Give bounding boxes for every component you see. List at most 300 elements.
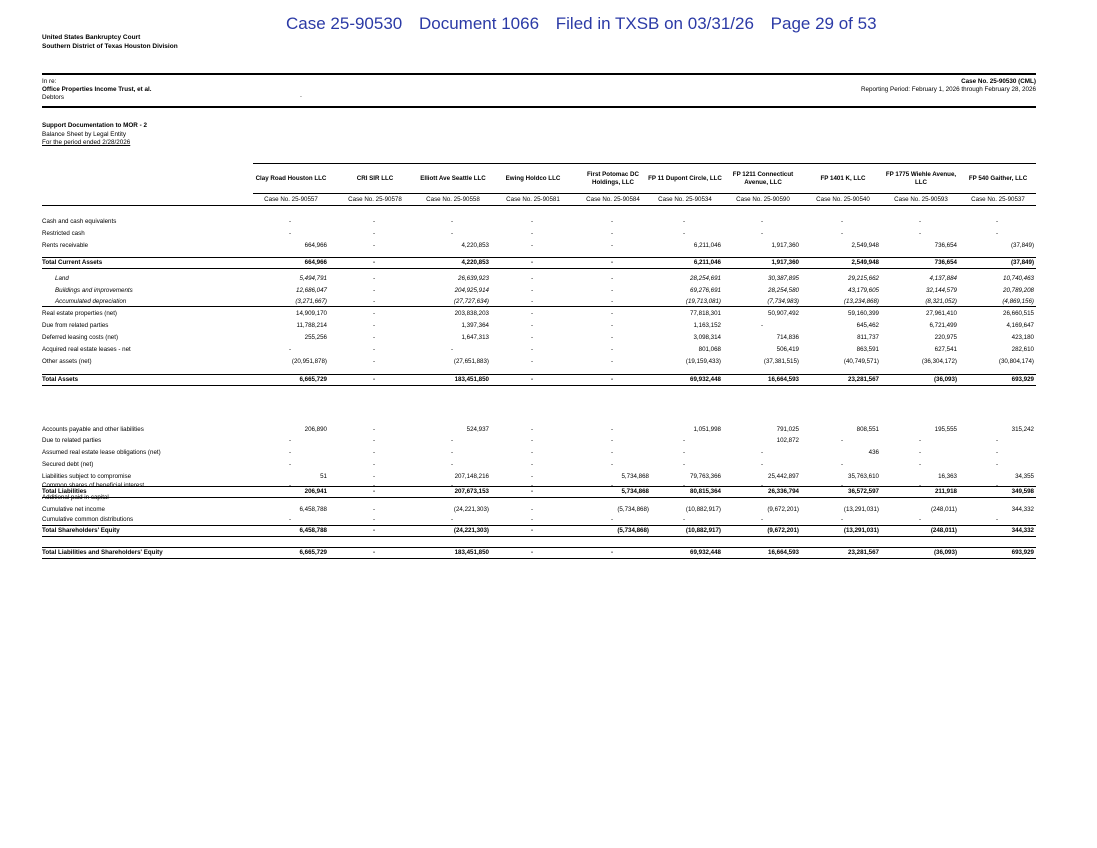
table-cell: - [372, 298, 376, 305]
table-cell: - [610, 259, 614, 266]
support-period: For the period ended 2/28/2026 [42, 139, 131, 146]
table-cell: 5,734,868 [621, 488, 649, 495]
table-cell: - [372, 287, 376, 294]
table-cell: - [372, 358, 376, 365]
table-cell: - [840, 230, 844, 237]
table-cell: - [372, 310, 376, 317]
table-cell: 23,281,567 [848, 376, 879, 383]
table-cell: 32,144,579 [926, 287, 957, 294]
table-cell: - [450, 494, 454, 501]
table-cell: - [530, 461, 534, 468]
row-label: Accumulated depreciation [55, 298, 127, 305]
table-cell: - [530, 230, 534, 237]
table-cell: 16,664,593 [768, 376, 799, 383]
table-cell: - [530, 259, 534, 266]
table-cell: 4,220,853 [461, 259, 489, 266]
table-cell: 645,462 [856, 322, 879, 329]
row-label: Total Current Assets [42, 259, 103, 266]
stamp-filed: Filed in TXSB on 03/31/26 [555, 14, 754, 33]
total-rule-above [42, 257, 1036, 258]
table-cell: - [682, 461, 686, 468]
table-cell: - [682, 218, 686, 225]
table-cell: 26,660,515 [1003, 310, 1034, 317]
table-cell: - [995, 494, 999, 501]
table-cell: - [530, 437, 534, 444]
table-cell: 315,242 [1011, 426, 1034, 433]
support-heading [42, 122, 147, 148]
column-case-number: Case No. 25-90581 [506, 196, 560, 203]
table-cell: - [288, 516, 292, 523]
table-cell: - [372, 516, 376, 523]
table-cell: 43,179,605 [848, 287, 879, 294]
table-cell: 436 [868, 449, 879, 456]
column-header: CRI SIR LLC [356, 175, 394, 182]
row-label: Additional paid in capital [42, 494, 109, 501]
info-rule [42, 106, 1036, 108]
table-cell: - [610, 426, 614, 433]
table-cell: - [530, 358, 534, 365]
table-cell: 25,442,897 [768, 473, 799, 480]
table-cell: - [530, 449, 534, 456]
top-rule [42, 73, 1036, 75]
table-cell: (37,849) [1010, 259, 1034, 266]
table-cell: - [450, 482, 454, 489]
court-line-2: Southern District of Texas Houston Division [42, 43, 178, 50]
table-cell: (37,849) [1010, 242, 1034, 249]
table-cell: 69,276,691 [690, 287, 721, 294]
table-cell: - [610, 298, 614, 305]
table-cell: 1,051,998 [693, 426, 721, 433]
total-rule-below [42, 536, 1036, 537]
table-cell: - [995, 482, 999, 489]
table-cell: 4,169,647 [1006, 322, 1034, 329]
table-cell: - [530, 549, 534, 556]
row-label: Liabilities subject to compromise [42, 473, 132, 480]
case-info-left [42, 78, 152, 103]
row-label: Restricted cash [42, 230, 85, 237]
header-mid-rule [253, 193, 1036, 194]
column-header: Ewing Holdco LLC [505, 175, 561, 182]
table-cell: - [840, 218, 844, 225]
table-cell: (19,159,433) [685, 358, 721, 365]
row-label: Assumed real estate lease obligations (net) [42, 449, 161, 456]
table-cell: (27,727,634) [453, 298, 489, 305]
table-cell: - [372, 426, 376, 433]
table-cell: 203,838,203 [454, 310, 489, 317]
table-cell: 35,763,610 [848, 473, 879, 480]
table-cell: - [450, 461, 454, 468]
table-cell: 34,355 [1015, 473, 1034, 480]
table-cell: - [610, 334, 614, 341]
column-case-number: Case No. 25-90540 [816, 196, 870, 203]
table-cell: 693,929 [1011, 376, 1034, 383]
table-cell: 1,647,313 [461, 334, 489, 341]
table-cell: - [288, 437, 292, 444]
table-cell: - [450, 346, 454, 353]
table-cell: (9,672,201) [767, 506, 799, 513]
court-name [42, 33, 178, 51]
table-cell: (30,804,174) [998, 358, 1034, 365]
table-cell: - [288, 449, 292, 456]
table-cell: - [760, 449, 764, 456]
table-cell: 195,555 [934, 426, 957, 433]
support-title: Support Documentation to MOR - 2 [42, 122, 147, 129]
table-cell: - [530, 516, 534, 523]
total-rule-above [42, 374, 1036, 375]
table-cell: 59,160,399 [848, 310, 879, 317]
table-cell: - [995, 230, 999, 237]
table-cell: (19,713,081) [685, 298, 721, 305]
table-cell: - [530, 334, 534, 341]
table-cell: - [682, 482, 686, 489]
table-cell: - [372, 230, 376, 237]
table-cell: - [372, 275, 376, 282]
table-cell: - [450, 230, 454, 237]
table-cell: - [288, 230, 292, 237]
table-cell: - [372, 482, 376, 489]
table-cell: - [450, 437, 454, 444]
table-cell: - [760, 230, 764, 237]
table-cell: - [610, 376, 614, 383]
table-cell: - [372, 242, 376, 249]
table-cell: (7,734,983) [767, 298, 799, 305]
table-cell: (5,734,868) [617, 527, 649, 534]
total-rule-below [42, 385, 1036, 386]
row-label: Real estate properties (net) [42, 310, 117, 317]
table-cell: - [610, 516, 614, 523]
total-rule-above [42, 547, 1036, 548]
table-cell: - [610, 218, 614, 225]
reporting-period: Reporting Period: February 1, 2026 through February 28, 2026 [860, 86, 1036, 94]
table-cell: - [610, 275, 614, 282]
table-cell: 206,941 [304, 488, 327, 495]
table-cell: (36,304,172) [921, 358, 957, 365]
table-cell: 5,494,791 [299, 275, 327, 282]
row-label: Accounts payable and other liabilities [42, 426, 144, 433]
row-label: Cumulative net income [42, 506, 105, 513]
table-cell: (8,321,052) [925, 298, 957, 305]
column-header: FP 11 Dupont Circle, LLC [648, 175, 722, 182]
table-cell: (24,221,303) [453, 527, 489, 534]
column-case-number: Case No. 25-90537 [971, 196, 1025, 203]
table-cell: 791,025 [776, 426, 799, 433]
table-cell: - [760, 494, 764, 501]
table-cell: - [288, 482, 292, 489]
table-cell: 627,541 [934, 346, 957, 353]
table-cell: (36,093) [933, 549, 957, 556]
column-case-number: Case No. 25-90584 [586, 196, 640, 203]
table-cell: 102,872 [776, 437, 799, 444]
row-label: Land [55, 275, 69, 282]
table-cell: 36,572,597 [848, 488, 879, 495]
table-cell: - [995, 437, 999, 444]
table-cell: 2,549,948 [851, 259, 879, 266]
table-cell: - [530, 275, 534, 282]
table-cell: - [760, 516, 764, 523]
subtotal-rule [42, 306, 1036, 307]
table-cell: - [918, 230, 922, 237]
table-cell: - [995, 449, 999, 456]
table-cell: 30,387,895 [768, 275, 799, 282]
table-cell: - [372, 506, 376, 513]
table-cell: - [372, 334, 376, 341]
table-cell: 6,665,729 [299, 549, 327, 556]
table-cell: - [760, 322, 764, 329]
court-line-1: United States Bankruptcy Court [42, 34, 141, 41]
table-cell: - [918, 516, 922, 523]
table-cell: - [372, 527, 376, 534]
table-cell: 1,917,360 [771, 242, 799, 249]
table-cell: 220,975 [934, 334, 957, 341]
table-cell: - [840, 437, 844, 444]
row-label: Due to related parties [42, 437, 102, 444]
table-cell: - [530, 494, 534, 501]
table-cell: - [372, 346, 376, 353]
table-cell: - [372, 376, 376, 383]
table-cell: - [372, 488, 376, 495]
stray-dot: . [300, 92, 302, 99]
table-cell: - [530, 506, 534, 513]
row-label: Total Assets [42, 376, 79, 383]
row-label: Due from related parties [42, 322, 109, 329]
table-cell: 664,966 [304, 242, 327, 249]
table-cell: - [682, 230, 686, 237]
table-cell: 736,654 [934, 259, 957, 266]
row-label: Common shares of beneficial interest [42, 482, 145, 489]
table-cell: - [372, 259, 376, 266]
table-cell: 4,220,853 [461, 242, 489, 249]
table-cell: 69,932,448 [690, 549, 721, 556]
column-case-number: Case No. 25-90578 [348, 196, 402, 203]
table-cell: 664,966 [304, 259, 327, 266]
table-cell: 6,665,729 [299, 376, 327, 383]
table-cell: 16,363 [938, 473, 957, 480]
table-cell: - [372, 473, 376, 480]
table-cell: (3,271,667) [295, 298, 327, 305]
table-cell: - [372, 437, 376, 444]
table-cell: - [840, 461, 844, 468]
table-cell: - [610, 242, 614, 249]
table-cell: - [530, 242, 534, 249]
table-cell: - [288, 494, 292, 501]
table-cell: (40,749,571) [843, 358, 879, 365]
table-cell: 12,686,047 [296, 287, 327, 294]
table-cell: 6,721,499 [929, 322, 957, 329]
table-cell: - [610, 346, 614, 353]
table-cell: 183,451,850 [454, 549, 489, 556]
row-label: Total Liabilities [42, 488, 87, 495]
table-cell: - [450, 218, 454, 225]
table-cell: 29,215,662 [848, 275, 879, 282]
row-label: Secured debt (net) [42, 461, 94, 468]
table-cell: - [530, 527, 534, 534]
table-cell: - [840, 494, 844, 501]
table-cell: 16,664,593 [768, 549, 799, 556]
column-case-number: Case No. 25-90590 [736, 196, 790, 203]
table-cell: (36,093) [933, 376, 957, 383]
table-cell: 524,937 [466, 426, 489, 433]
table-cell: 506,419 [776, 346, 799, 353]
table-cell: - [760, 461, 764, 468]
table-cell: - [840, 516, 844, 523]
table-cell: - [530, 287, 534, 294]
column-header: FP 1775 Wiehle Avenue, LLC [885, 171, 957, 186]
table-cell: - [610, 549, 614, 556]
row-label: Cumulative common distributions [42, 516, 134, 523]
table-cell: 69,932,448 [690, 376, 721, 383]
table-cell: - [372, 494, 376, 501]
table-cell: - [530, 426, 534, 433]
column-header: First Potomac DC Holdings, LLC [587, 171, 639, 186]
row-label: Rents receivable [42, 242, 89, 249]
table-cell: - [610, 322, 614, 329]
table-cell: - [682, 516, 686, 523]
table-cell: 1,397,364 [461, 322, 489, 329]
column-header: FP 1211 Connecticut Avenue, LLC [732, 171, 794, 186]
row-label: Deferred leasing costs (net) [42, 334, 119, 341]
table-cell: - [530, 482, 534, 489]
case-info-right [861, 78, 1036, 94]
column-header: FP 1401 K, LLC [820, 175, 866, 182]
table-cell: 80,815,364 [690, 488, 721, 495]
table-cell: 863,591 [856, 346, 879, 353]
case-number: Case No. 25-90530 (CML) [961, 78, 1036, 85]
table-cell: (20,951,878) [291, 358, 327, 365]
table-cell: - [610, 358, 614, 365]
table-cell: 14,909,170 [296, 310, 327, 317]
header-bottom-rule [42, 205, 1036, 206]
column-case-number: Case No. 25-90557 [264, 196, 318, 203]
total-rule-below [42, 268, 1036, 269]
table-cell: 4,137,884 [929, 275, 957, 282]
table-cell: - [682, 437, 686, 444]
row-label: Total Shareholders' Equity [42, 527, 120, 534]
table-cell: - [918, 494, 922, 501]
table-cell: - [610, 230, 614, 237]
table-cell: - [760, 482, 764, 489]
column-header: FP 540 Gaither, LLC [968, 175, 1028, 182]
table-cell: 27,961,410 [926, 310, 957, 317]
table-cell: 26,336,794 [768, 488, 799, 495]
table-cell: 344,332 [1011, 527, 1034, 534]
table-cell: 77,818,301 [690, 310, 721, 317]
table-cell: 10,740,463 [1003, 275, 1034, 282]
table-cell: - [530, 473, 534, 480]
support-subtitle: Balance Sheet by Legal Entity [42, 130, 127, 138]
table-cell: 801,068 [698, 346, 721, 353]
table-cell: 1,917,360 [771, 259, 799, 266]
table-cell: 50,907,492 [768, 310, 799, 317]
table-cell: - [288, 461, 292, 468]
table-cell: (13,291,031) [843, 527, 879, 534]
table-cell: - [450, 516, 454, 523]
row-label: Other assets (net) [42, 358, 92, 365]
row-label: Acquired real estate leases - net [42, 346, 131, 353]
table-cell: - [530, 310, 534, 317]
filing-stamp [286, 14, 889, 34]
table-cell: 207,148,216 [454, 473, 489, 480]
table-cell: 344,332 [1011, 506, 1034, 513]
table-cell: (248,011) [930, 506, 957, 513]
column-header: Clay Road Houston LLC [255, 175, 327, 182]
table-cell: 211,918 [934, 488, 957, 495]
table-cell: - [918, 218, 922, 225]
table-cell: 2,549,948 [851, 242, 879, 249]
table-cell: 51 [320, 473, 327, 480]
table-cell: - [995, 218, 999, 225]
table-cell: - [610, 482, 614, 489]
table-cell: 28,254,691 [690, 275, 721, 282]
table-cell: 5,734,868 [621, 473, 649, 480]
table-cell: 23,281,567 [848, 549, 879, 556]
stamp-document: Document 1066 [419, 14, 540, 33]
table-cell: - [530, 218, 534, 225]
table-cell: 6,211,046 [693, 259, 721, 266]
column-header: Elliott Ave Seattle LLC [420, 175, 486, 182]
in-re: In re: [42, 78, 57, 85]
table-cell: - [372, 218, 376, 225]
row-label: Buildings and improvements [55, 287, 133, 294]
table-cell: 183,451,850 [454, 376, 489, 383]
row-label: Total Liabilities and Shareholders' Equity [42, 549, 163, 556]
table-cell: - [918, 437, 922, 444]
table-cell: 3,098,314 [693, 334, 721, 341]
table-cell: - [918, 449, 922, 456]
table-cell: - [372, 322, 376, 329]
table-cell: - [995, 516, 999, 523]
table-cell: 207,673,153 [454, 488, 489, 495]
table-cell: - [530, 322, 534, 329]
table-cell: 6,458,788 [299, 527, 327, 534]
column-case-number: Case No. 25-90558 [426, 196, 480, 203]
table-cell: 255,256 [304, 334, 327, 341]
table-cell: 28,254,580 [768, 287, 799, 294]
stamp-case: Case 25-90530 [286, 14, 403, 33]
total-rule-above [42, 525, 1036, 526]
debtors-label: Debtors [42, 94, 65, 102]
table-cell: 6,211,046 [693, 242, 721, 249]
table-cell: 6,458,788 [299, 506, 327, 513]
table-cell: - [682, 494, 686, 501]
table-cell: (10,882,917) [685, 506, 721, 513]
table-cell: 714,836 [776, 334, 799, 341]
table-cell: 282,610 [1011, 346, 1034, 353]
table-cell: (4,869,156) [1002, 298, 1034, 305]
table-cell: - [682, 449, 686, 456]
table-cell: - [995, 461, 999, 468]
debtor-name: Office Properties Income Trust, et al. [42, 86, 152, 94]
table-cell: 1,163,152 [693, 322, 721, 329]
table-cell: - [610, 461, 614, 468]
table-cell: 11,788,214 [296, 322, 327, 329]
table-cell: (248,011) [930, 527, 957, 534]
table-cell: - [610, 437, 614, 444]
table-cell: - [610, 310, 614, 317]
table-cell: (13,291,031) [843, 506, 879, 513]
table-cell: - [610, 494, 614, 501]
table-cell: - [530, 488, 534, 495]
stamp-page: Page 29 of 53 [770, 14, 877, 33]
table-cell: 811,737 [857, 334, 879, 341]
table-cell: (27,651,883) [453, 358, 489, 365]
table-cell: 26,639,923 [458, 275, 489, 282]
table-cell: - [760, 218, 764, 225]
table-cell: - [288, 346, 292, 353]
table-cell: (9,672,201) [767, 527, 799, 534]
row-label: Cash and cash equivalents [42, 218, 117, 225]
table-cell: 20,789,208 [1003, 287, 1034, 294]
table-cell: (24,221,303) [453, 506, 489, 513]
